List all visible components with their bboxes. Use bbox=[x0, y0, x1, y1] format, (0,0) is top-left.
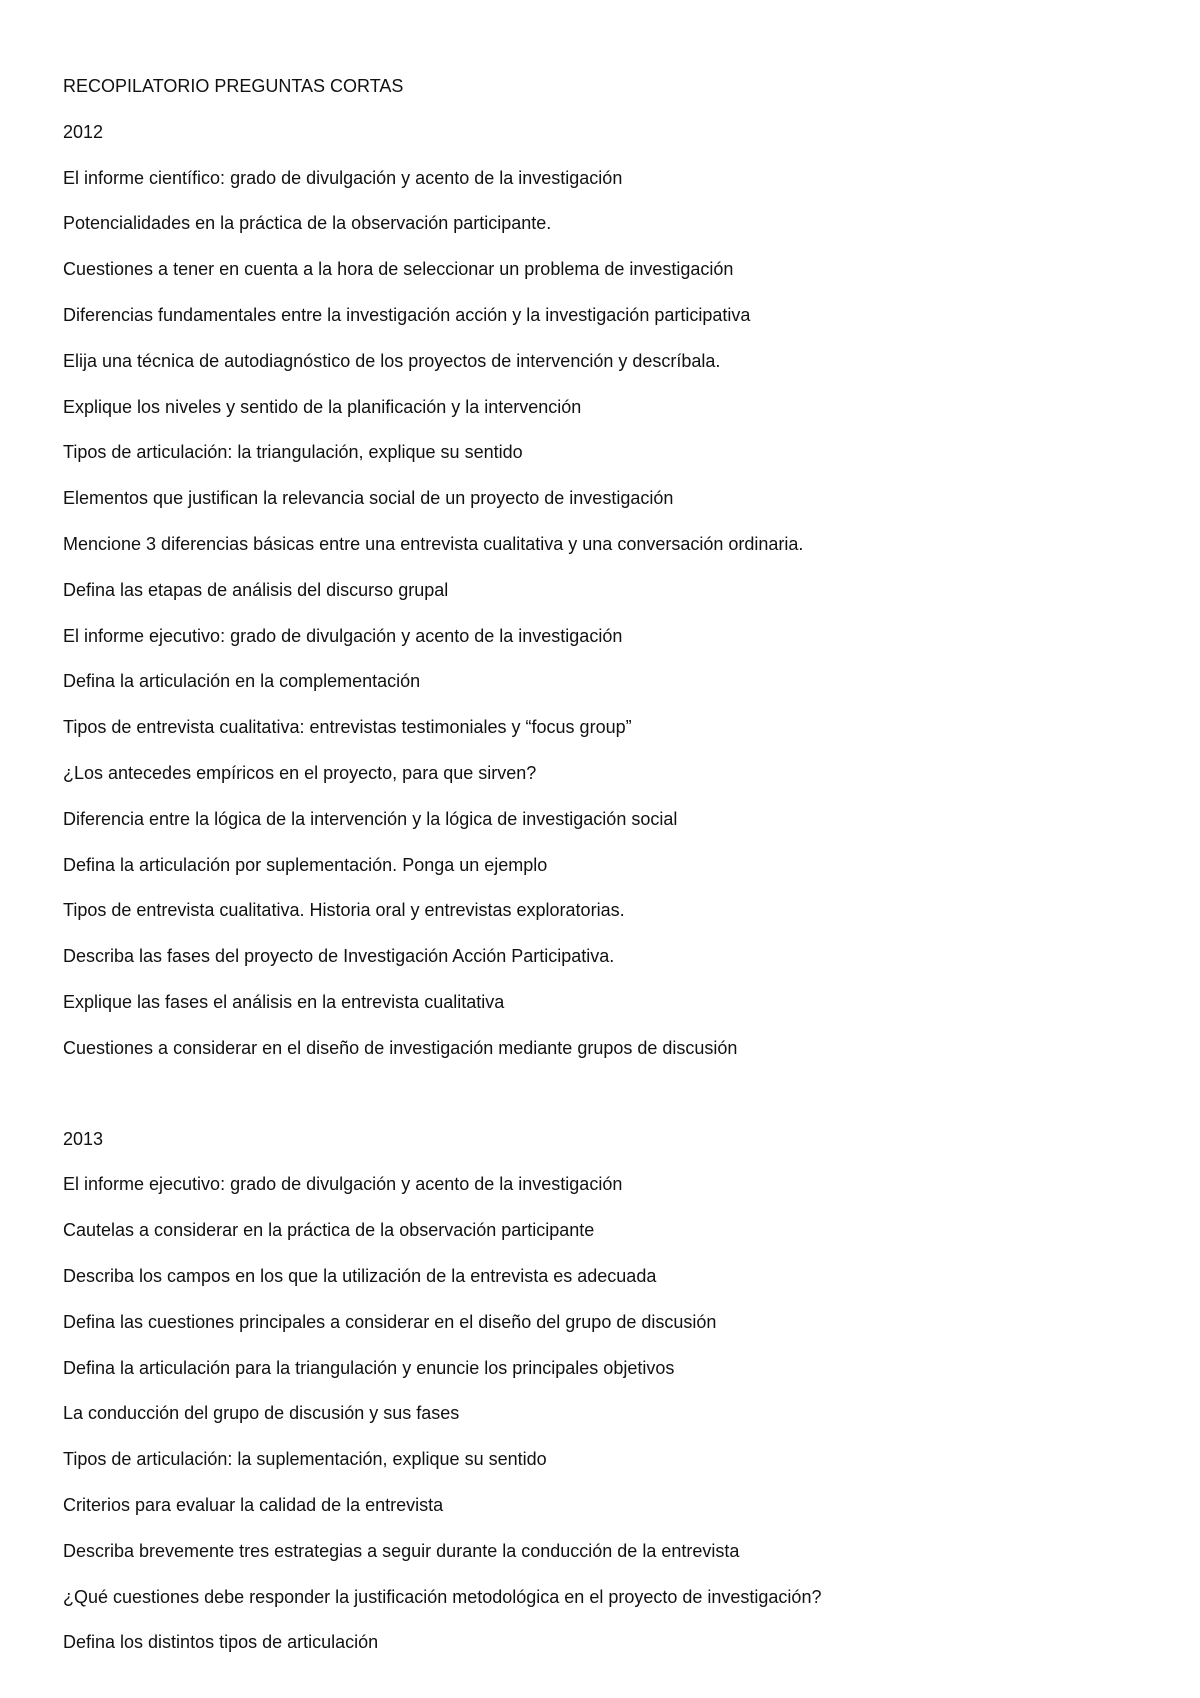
question-item: Defina las etapas de análisis del discurso grupal bbox=[63, 579, 449, 600]
question-item: Potencialidades en la práctica de la observación participante. bbox=[63, 213, 552, 234]
question-item: El informe científico: grado de divulgación y acento de la investigación bbox=[63, 167, 623, 188]
document-page bbox=[63, 64, 1163, 1666]
question-item: Tipos de articulación: la suplementación, explique su sentido bbox=[63, 1449, 547, 1470]
section-2013 bbox=[63, 1117, 1163, 1667]
question-item: Explique los niveles y sentido de la planificación y la intervención bbox=[63, 396, 582, 417]
question-item: Defina la articulación para la triangulación y enuncie los principales objetivos bbox=[63, 1357, 675, 1378]
section-spacer bbox=[63, 1072, 1163, 1117]
question-item: Describa los campos en los que la utilización de la entrevista es adecuada bbox=[63, 1265, 657, 1286]
section-year: 2013 bbox=[63, 1128, 104, 1149]
question-item: Defina la articulación en la complementación bbox=[63, 671, 421, 692]
question-item: ¿Los antecedes empíricos en el proyecto, para que sirven? bbox=[63, 762, 537, 783]
document-title: RECOPILATORIO PREGUNTAS CORTAS bbox=[63, 76, 404, 96]
question-item: Defina las cuestiones principales a considerar en el diseño del grupo de discusión bbox=[63, 1311, 717, 1332]
question-item: Mencione 3 diferencias básicas entre una entrevista cualitativa y una conversación ordinaria. bbox=[63, 533, 804, 554]
question-item: Cautelas a considerar en la práctica de la observación participante bbox=[63, 1220, 595, 1241]
question-item: Cuestiones a considerar en el diseño de investigación mediante grupos de discusión bbox=[63, 1037, 738, 1058]
question-item: Tipos de entrevista cualitativa. Historia oral y entrevistas exploratorias. bbox=[63, 900, 625, 921]
question-item: Diferencias fundamentales entre la investigación acción y la investigación participativa bbox=[63, 304, 751, 325]
question-item: Defina los distintos tipos de articulación bbox=[63, 1632, 379, 1653]
question-item: Describa las fases del proyecto de Investigación Acción Participativa. bbox=[63, 946, 615, 967]
question-item: Diferencia entre la lógica de la intervención y la lógica de investigación social bbox=[63, 808, 678, 829]
question-item: Elija una técnica de autodiagnóstico de los proyectos de intervención y descríbala. bbox=[63, 350, 721, 371]
section-2012 bbox=[63, 110, 1163, 1072]
question-item: Tipos de entrevista cualitativa: entrevistas testimoniales y “focus group” bbox=[63, 717, 632, 738]
question-item: Explique las fases el análisis en la entrevista cualitativa bbox=[63, 991, 505, 1012]
question-item: Elementos que justifican la relevancia social de un proyecto de investigación bbox=[63, 488, 674, 509]
question-item: Criterios para evaluar la calidad de la entrevista bbox=[63, 1494, 444, 1515]
question-item: Cuestiones a tener en cuenta a la hora de seleccionar un problema de investigación bbox=[63, 259, 734, 280]
question-item: El informe ejecutivo: grado de divulgación y acento de la investigación bbox=[63, 1174, 623, 1195]
question-item: El informe ejecutivo: grado de divulgación y acento de la investigación bbox=[63, 625, 623, 646]
question-item: La conducción del grupo de discusión y sus fases bbox=[63, 1403, 460, 1424]
section-year: 2012 bbox=[63, 121, 104, 142]
question-item: Tipos de articulación: la triangulación, explique su sentido bbox=[63, 442, 523, 463]
question-item: Defina la articulación por suplementación. Ponga un ejemplo bbox=[63, 854, 548, 875]
question-item: ¿Qué cuestiones debe responder la justificación metodológica en el proyecto de investigación? bbox=[63, 1586, 822, 1607]
question-item: Describa brevemente tres estrategias a seguir durante la conducción de la entrevista bbox=[63, 1540, 740, 1561]
